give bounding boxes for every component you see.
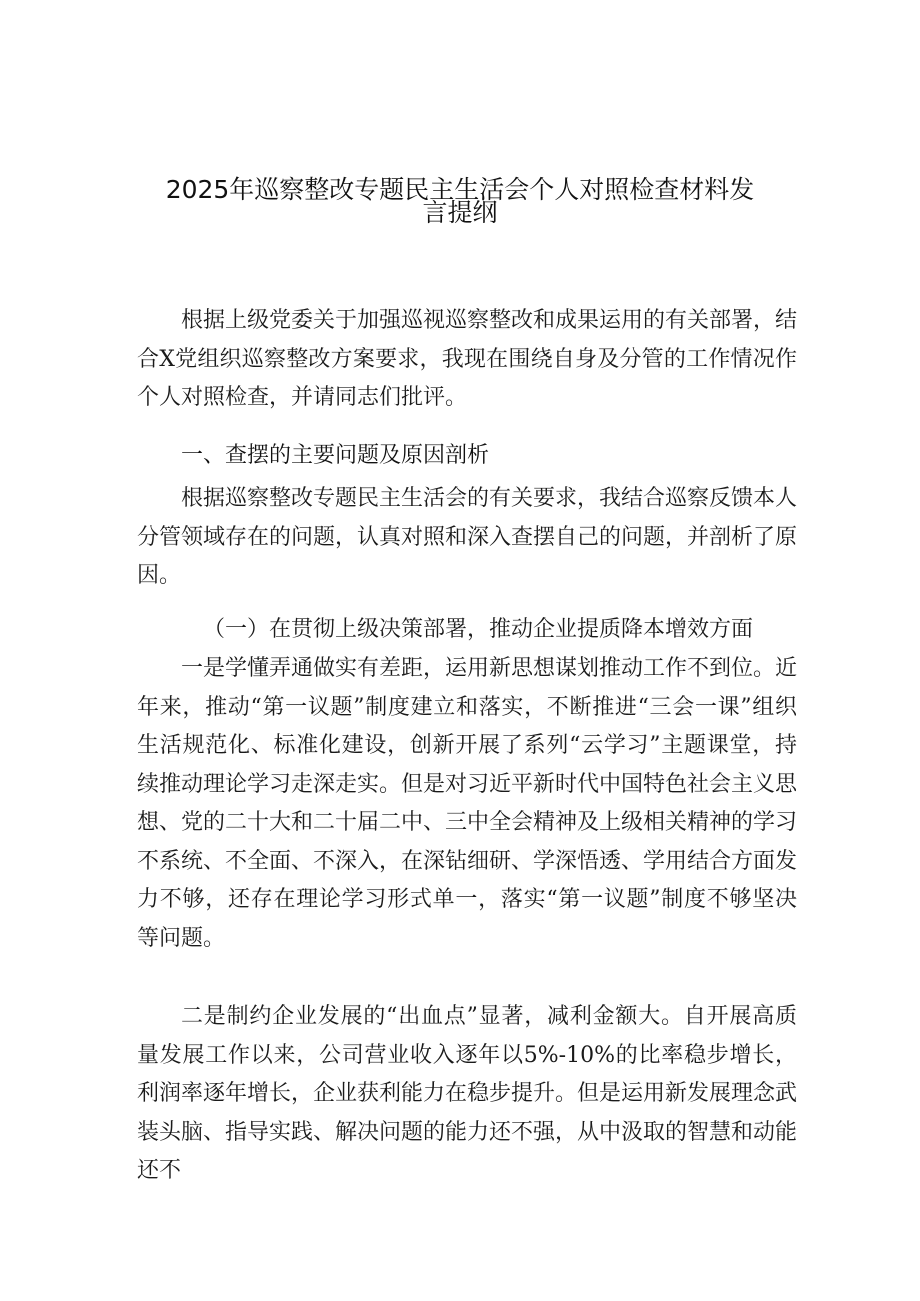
section-heading-1: 一、查摆的主要问题及原因剖析 — [181, 443, 490, 468]
subsection-heading-1: （一）在贯彻上级决策部署，推动企业提质降本增效方面 — [203, 617, 754, 642]
document-title-line-1: 2025年巡察整改专题民主生活会个人对照检查材料发 — [165, 175, 755, 204]
point-1-paragraph: 一是学懂弄通做实有差距，运用新思想谋划推动工作不到位。近年来，推动“第一议题”制度建立和落实，不断推进“三会一课”组织生活规范化、标准化建设，创新开展了系列“云学习”主题课堂，持续推动理论学习走深走实。但是对习近平新时代中国特色社会主义思想、党的二十大和二十届二中、三中全会精神及上级相关精神的学习不系统、不全面、不深入，在深钻细研、学深悟透、学用结合方面发力不够，还存在理论学习形式单一，落实“第一议题”制度不够坚决等问题。 — [137, 656, 798, 951]
point-2-paragraph: 二是制约企业发展的“出血点”显著，减利金额大。自开展高质量发展工作以来，公司营业收入逐年以5%-10%的比率稳步增长，利润率逐年增长，企业获利能力在稳步提升。但是运用新发展理念武装头脑、指导实践、解决问题的能力还不强，从中汲取的智慧和动能还不 — [137, 1004, 798, 1183]
section-1-intro-paragraph: 根据巡察整改专题民主生活会的有关要求，我结合巡察反馈本人分管领域存在的问题，认真对照和深入查摆自己的问题，并剖析了原因。 — [137, 486, 798, 588]
document-title-line-2: 言提纲 — [422, 198, 498, 227]
intro-paragraph: 根据上级党委关于加强巡视巡察整改和成果运用的有关部署，结合X党组织巡察整改方案要求，我现在围绕自身及分管的工作情况作个人对照检查，并请同志们批评。 — [137, 308, 798, 410]
